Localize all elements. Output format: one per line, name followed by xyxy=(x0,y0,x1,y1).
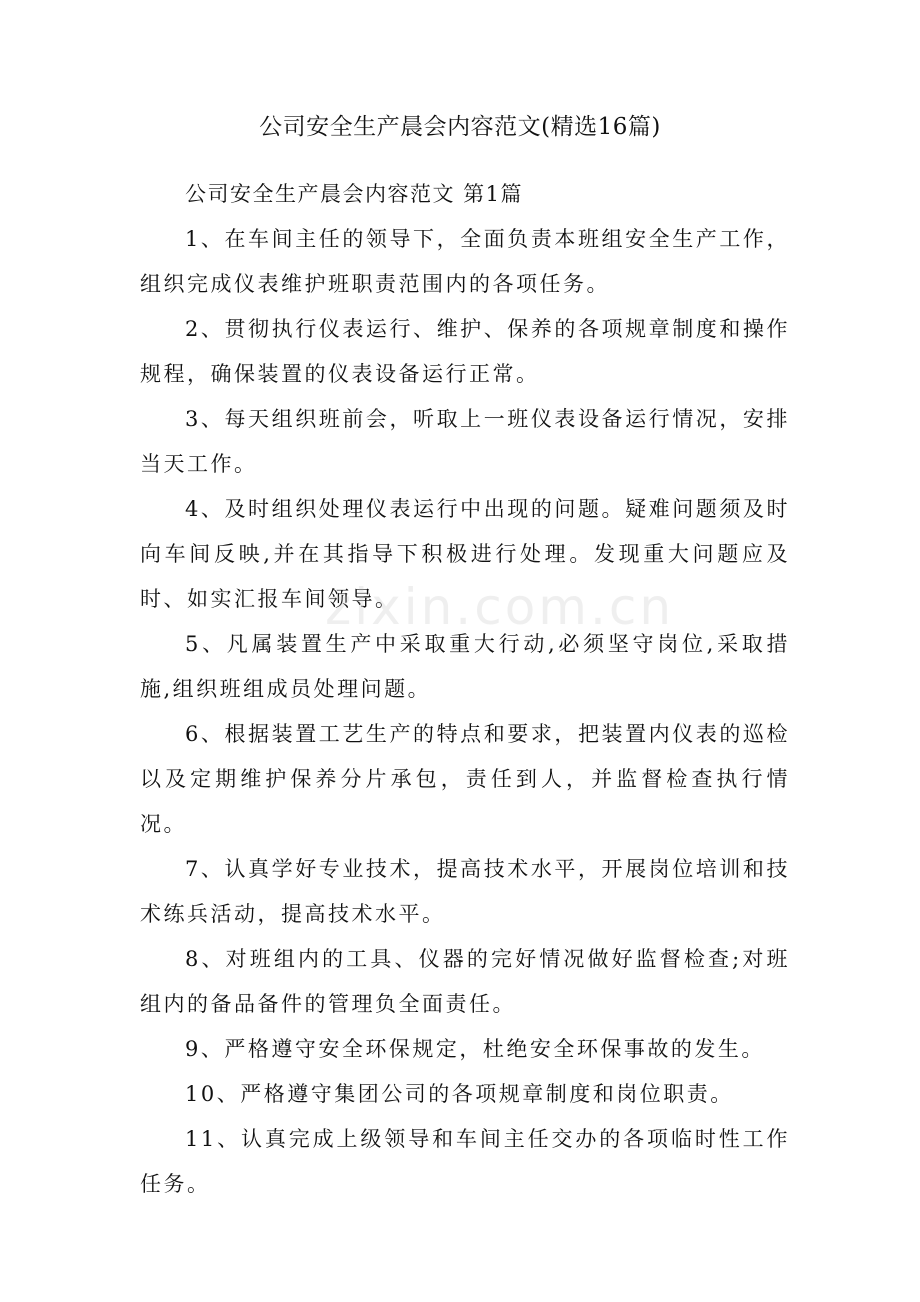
watermark: zixin.com.cn xyxy=(325,578,675,636)
paragraph-1: 1、在车间主任的领导下，全面负责本班组安全生产工作，组织完成仪表维护班职责范围内的各项任务。 xyxy=(140,227,790,296)
document-body xyxy=(140,172,790,1207)
paragraph-11: 11、认真完成上级领导和车间主任交办的各项临时性工作任务。 xyxy=(140,1127,790,1196)
section-heading: 公司安全生产晨会内容范文 第1篇 xyxy=(185,182,524,206)
paragraph-4: 4、及时组织处理仪表运行中出现的问题。疑难问题须及时向车间反映,并在其指导下积极进行处理。发现重大问题应及时、如实汇报车间领导。 xyxy=(140,497,790,611)
paragraph-7: 7、认真学好专业技术，提高技术水平，开展岗位培训和技术练兵活动，提高技术水平。 xyxy=(140,857,790,926)
paragraph-3: 3、每天组织班前会，听取上一班仪表设备运行情况，安排当天工作。 xyxy=(140,407,790,476)
paragraph-10: 10、严格遵守集团公司的各项规章制度和岗位职责。 xyxy=(185,1082,734,1106)
document-title: 公司安全生产晨会内容范文(精选16篇) xyxy=(259,114,661,140)
paragraph-8: 8、对班组内的工具、仪器的完好情况做好监督检查;对班组内的备品备件的管理负全面责任。 xyxy=(140,947,790,1016)
paragraph-2: 2、贯彻执行仪表运行、维护、保养的各项规章制度和操作规程，确保装置的仪表设备运行正常。 xyxy=(140,317,790,386)
paragraph-6: 6、根据装置工艺生产的特点和要求，把装置内仪表的巡检以及定期维护保养分片承包，责任到人，并监督检查执行情况。 xyxy=(140,722,790,836)
paragraph-9: 9、严格遵守安全环保规定，杜绝安全环保事故的发生。 xyxy=(185,1037,765,1061)
paragraph-5: 5、凡属装置生产中采取重大行动,必须坚守岗位,采取措施,组织班组成员处理问题。 xyxy=(140,632,790,701)
